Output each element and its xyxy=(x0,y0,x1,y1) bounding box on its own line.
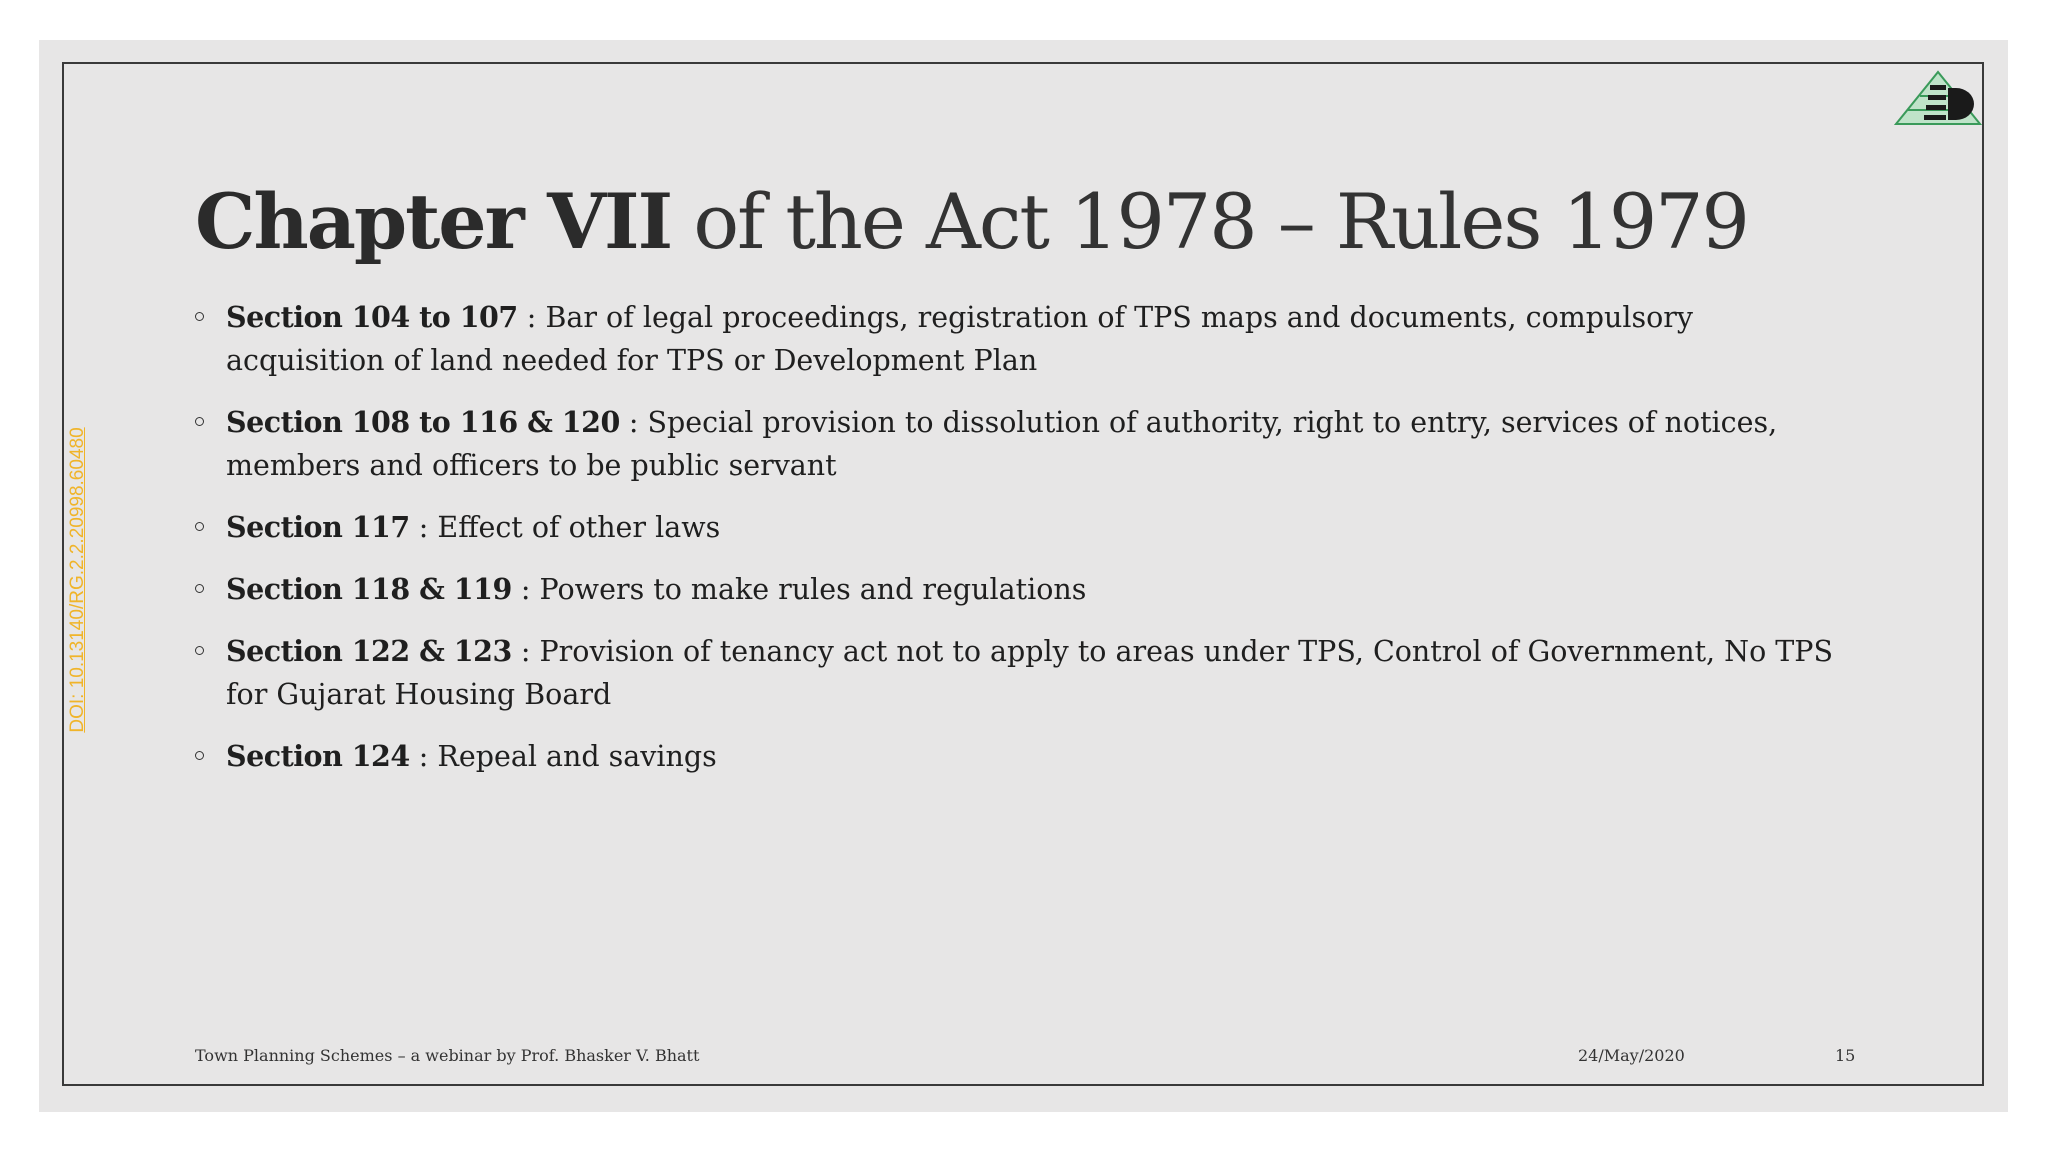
section-label: Section 108 to 116 & 120 xyxy=(226,405,620,439)
bullet-icon xyxy=(195,312,204,321)
section-label: Section 117 xyxy=(226,510,410,544)
section-label: Section 104 to 107 xyxy=(226,300,518,334)
section-description: : Bar of legal proceedings, registration of TPS maps and documents, compulsory acquisition of land needed for TPS or Development Plan xyxy=(226,301,1693,377)
title-rest: of the Act 1978 – Rules 1979 xyxy=(671,177,1748,266)
list-item xyxy=(195,630,1855,716)
list-item xyxy=(195,401,1855,487)
doi-link[interactable]: DOI: 10.13140/RG.2.2.20998.60480 xyxy=(67,427,88,733)
footer-date: 24/May/2020 xyxy=(1578,1046,1685,1065)
bullet-icon xyxy=(195,646,204,655)
bullet-icon xyxy=(195,751,204,760)
section-list xyxy=(195,296,1855,797)
slide-title xyxy=(195,168,1748,276)
section-description: : Effect of other laws xyxy=(409,511,721,544)
section-description: : Provision of tenancy act not to apply to areas under TPS, Control of Government, No TPS for Gujarat Housing Board xyxy=(226,635,1834,711)
list-item xyxy=(195,506,1855,549)
footer-presentation-title: Town Planning Schemes – a webinar by Prof. Bhasker V. Bhatt xyxy=(195,1046,700,1065)
section-description: : Powers to make rules and regulations xyxy=(511,573,1087,606)
bullet-icon xyxy=(195,522,204,531)
section-description: : Special provision to dissolution of authority, right to entry, services of notices, members and officers to be public servant xyxy=(226,406,1778,482)
section-label: Section 124 xyxy=(226,739,410,773)
list-item xyxy=(195,568,1855,611)
list-item xyxy=(195,296,1855,382)
page-number: 15 xyxy=(1835,1046,1856,1065)
section-label: Section 118 & 119 xyxy=(226,572,512,606)
list-item xyxy=(195,735,1855,778)
bullet-icon xyxy=(195,584,204,593)
bullet-icon xyxy=(195,417,204,426)
pyramid-logo-icon xyxy=(1894,68,1982,128)
section-description: : Repeal and savings xyxy=(409,740,717,773)
title-chapter: Chapter VII xyxy=(195,177,672,266)
section-label: Section 122 & 123 xyxy=(226,634,512,668)
